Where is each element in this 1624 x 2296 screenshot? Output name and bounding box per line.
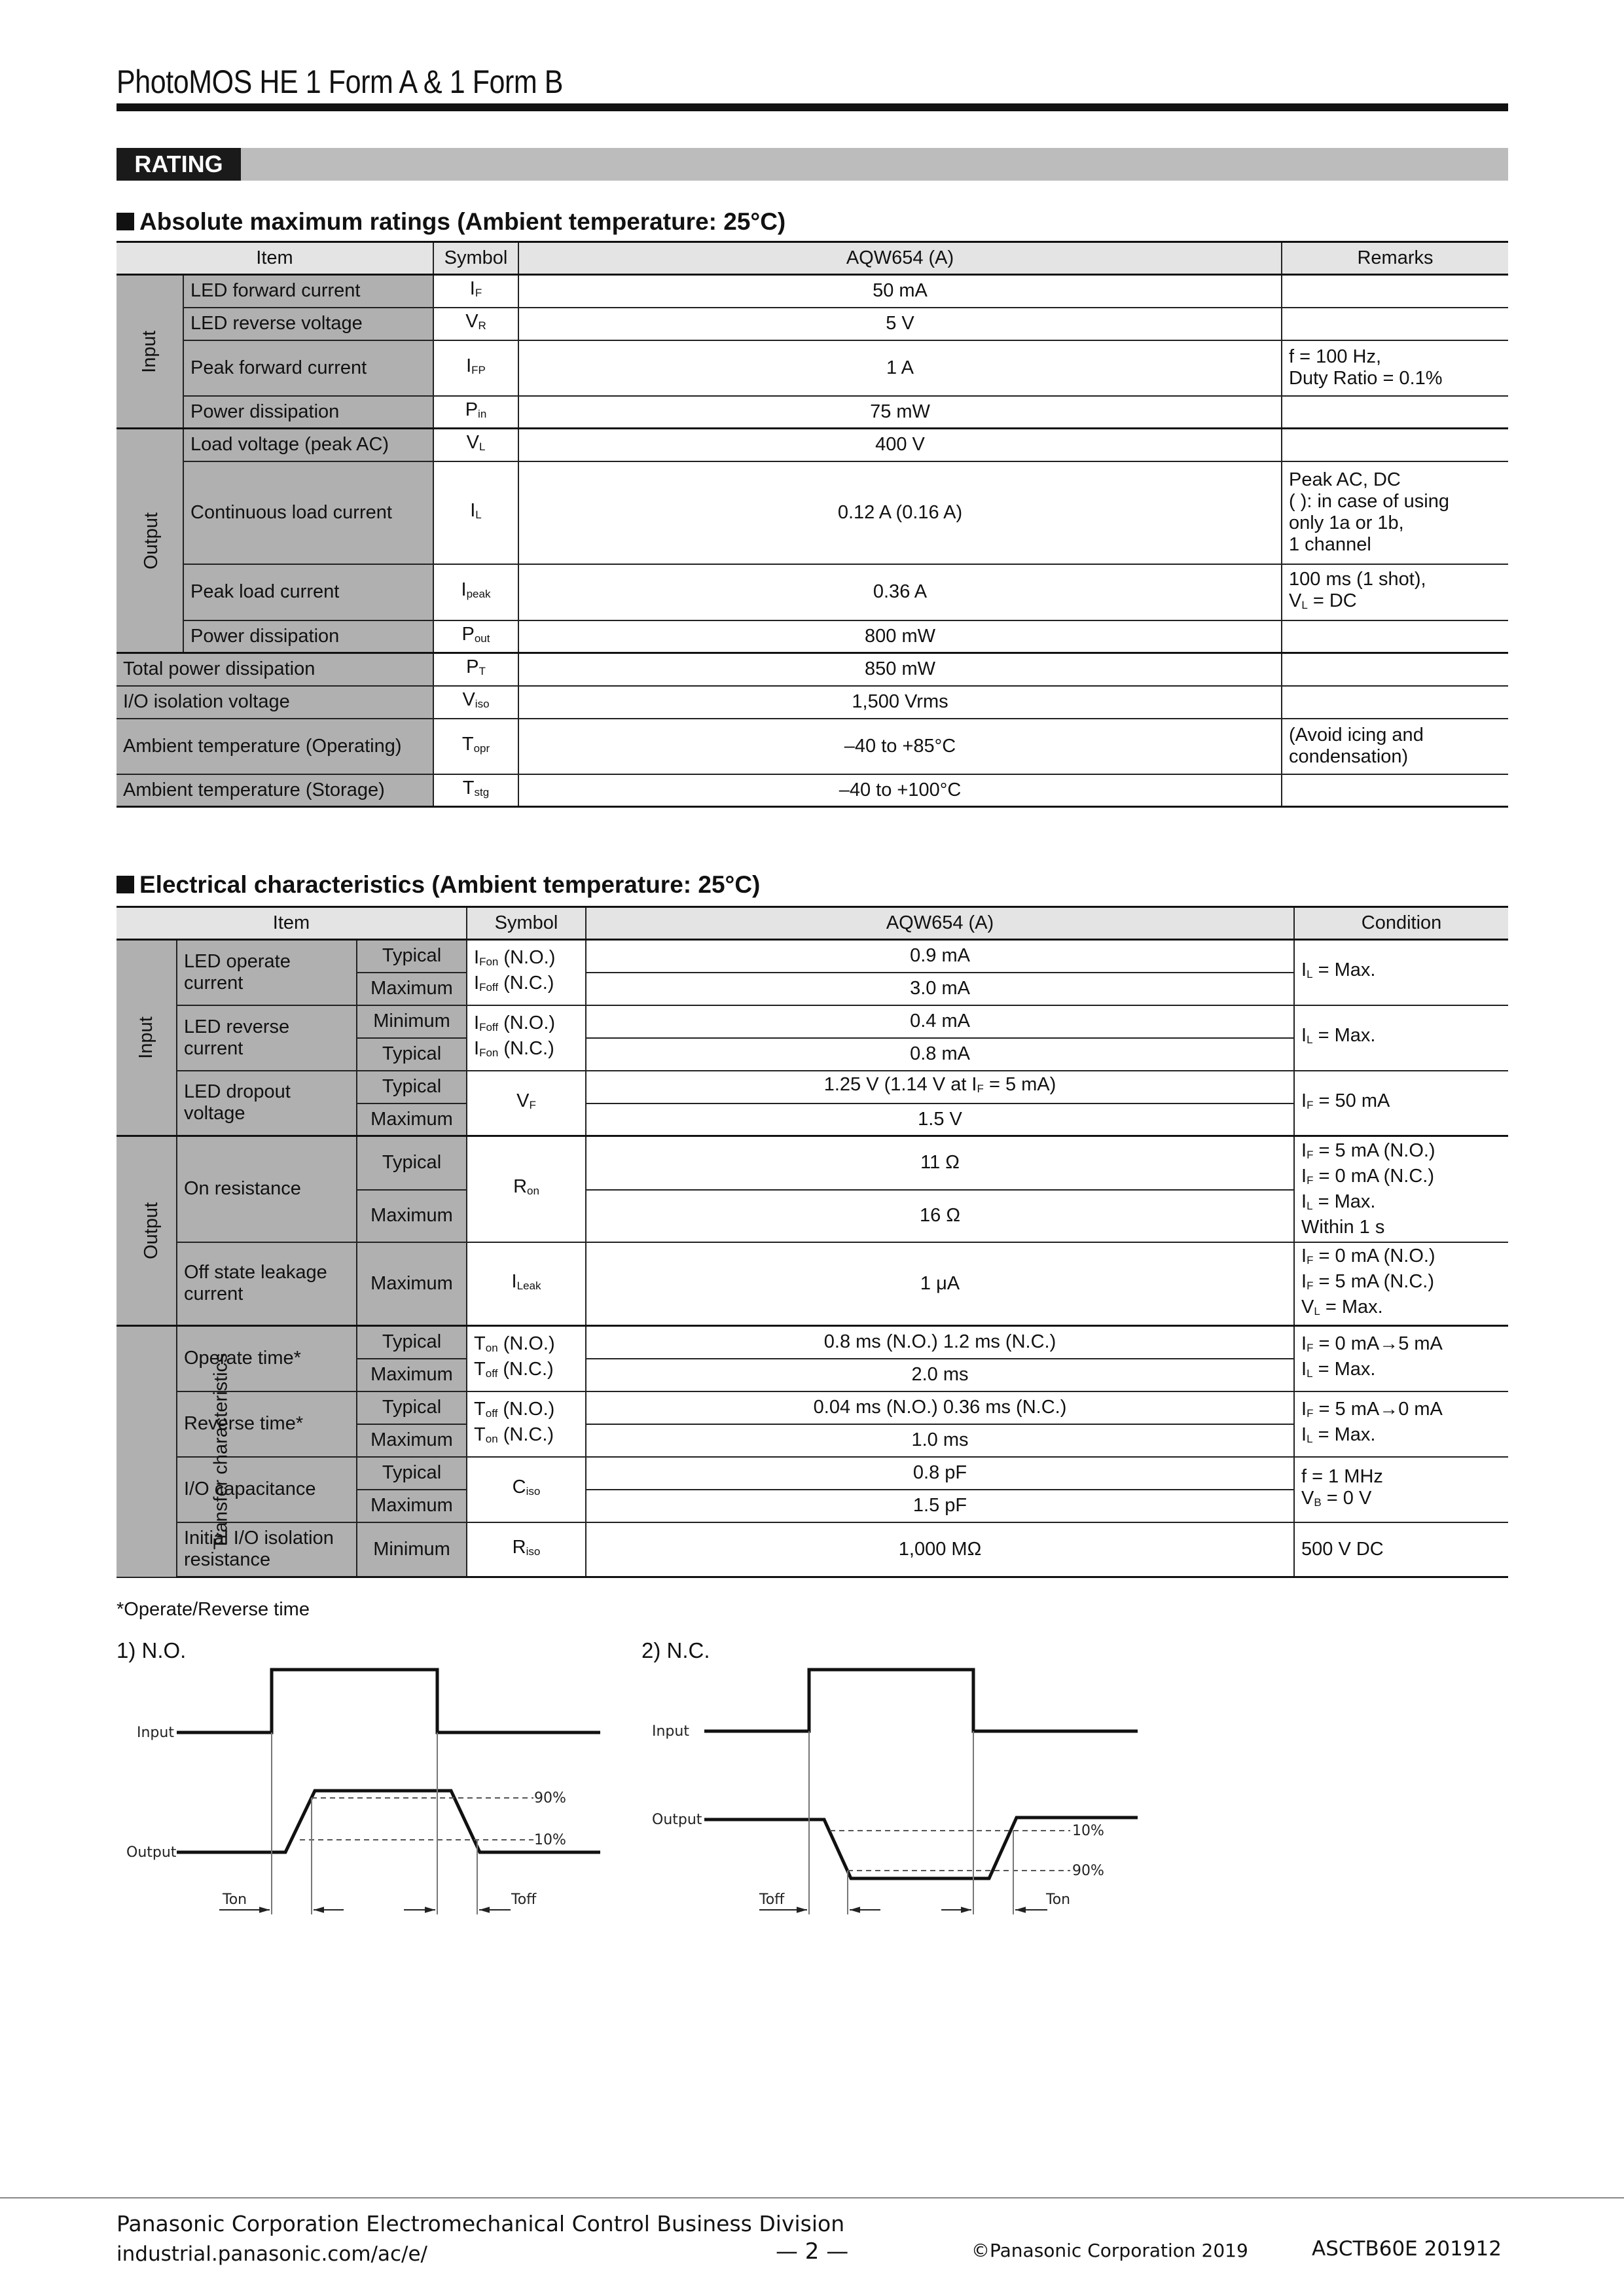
symbol-cell: $R_{on}$ [467,1136,586,1242]
grade-cell: Typical [357,1038,467,1071]
symbol-cell: $T_{opr}$ [433,719,518,774]
condition-cell: f = 1 MHz $V_B = 0$ V [1294,1457,1508,1522]
symbol-cell: $I_{peak}$ [433,564,518,620]
nc-toff-label: Toff [759,1892,785,1908]
grade-cell: Maximum [357,1490,467,1522]
no-input-label: Input [137,1725,174,1741]
value-cell: 800 mW [518,620,1282,653]
header-symbol: Symbol [433,242,518,275]
value-cell: 1,500 Vrms [518,686,1282,719]
table-row [117,1391,1508,1424]
nc-90pct-label: 90% [1072,1863,1104,1879]
group-input: Input [117,940,177,1136]
symbol-cell: $T_{stg}$ [433,774,518,807]
value-cell: 0.36 A [518,564,1282,620]
table-row [117,620,1508,653]
grade-cell: Maximum [357,1103,467,1136]
bullet-square-icon [117,213,134,230]
remarks-cell: 100 ms (1 shot), $V_L$ = DC [1282,564,1508,620]
grade-cell: Typical [357,1071,467,1103]
value-cell: 11 Ω [586,1136,1294,1190]
section-bar [117,148,1508,181]
value-cell: 0.8 pF [586,1457,1294,1490]
table-row [117,1005,1508,1038]
title-rule [117,103,1508,111]
grade-cell: Minimum [357,1005,467,1038]
value-cell: 1.25 V (1.14 V at $I_F = 5$ mA) [586,1071,1294,1103]
item-cell: LED operate current [177,940,357,1005]
grade-cell: Typical [357,1326,467,1359]
item-cell: Load voltage (peak AC) [183,429,433,461]
grade-cell: Typical [357,1457,467,1490]
item-cell: LED reverse voltage [183,308,433,340]
value-cell: 2.0 ms [586,1359,1294,1391]
group-output: Output [117,1136,177,1326]
nc-input-waveform [704,1670,1138,1731]
table-row [117,686,1508,719]
remarks-cell: Peak AC, DC ( ): in case of using only 1a or 1b, 1 channel [1282,461,1508,564]
item-cell: Continuous load current [183,461,433,564]
table-row [117,275,1508,308]
condition-cell: $I_F = 0$ mA (N.O.) $I_F = 5$ mA (N.C.) $V_L$ = Max. [1294,1242,1508,1326]
symbol-cell: $I_{Foff}$ (N.O.) $I_{Fon}$ (N.C.) [467,1005,586,1071]
table-header-row [117,907,1508,940]
table-row [117,1071,1508,1103]
condition-cell: $I_L$ = Max. [1294,1005,1508,1071]
bullet-square-icon [117,876,134,893]
symbol-cell: $C_{iso}$ [467,1457,586,1522]
remarks-cell [1282,686,1508,719]
grade-cell: Maximum [357,1424,467,1457]
symbol-cell: $V_L$ [433,429,518,461]
table-row [117,940,1508,973]
table-row [117,774,1508,807]
value-cell: 1,000 MΩ [586,1522,1294,1577]
value-cell: 75 mW [518,396,1282,429]
no-toff-label: Toff [511,1892,537,1908]
nc-input-label: Input [652,1723,689,1740]
grade-cell: Typical [357,940,467,973]
remarks-cell [1282,308,1508,340]
table-row [117,1522,1508,1577]
symbol-cell: $P_{out}$ [433,620,518,653]
item-cell: Power dissipation [183,620,433,653]
table-row [117,308,1508,340]
item-cell: Ambient temperature (Operating) [117,719,433,774]
grade-cell: Typical [357,1136,467,1190]
grade-cell: Maximum [357,1242,467,1326]
abs-max-heading [117,208,785,236]
symbol-cell: $P_T$ [433,653,518,686]
item-cell: Reverse time* [177,1391,357,1457]
symbol-cell: $V_{iso}$ [433,686,518,719]
table-row [117,653,1508,686]
header-item: Item [117,907,467,940]
symbol-cell: $I_F$ [433,275,518,308]
symbol-cell: $I_{Fon}$ (N.O.) $I_{Foff}$ (N.C.) [467,940,586,1005]
item-cell: LED dropout voltage [177,1071,357,1136]
value-cell: 0.8 mA [586,1038,1294,1071]
document-title: PhotoMOS HE 1 Form A & 1 Form B [117,63,564,100]
item-cell: Peak load current [183,564,433,620]
footer-rule [0,2197,1624,2198]
value-cell: –40 to +85°C [518,719,1282,774]
diagram-no-label: 1) N.O. [117,1638,187,1662]
header-remarks: Remarks [1282,242,1508,275]
table-row [117,1457,1508,1490]
item-cell: Ambient temperature (Storage) [117,774,433,807]
item-cell: LED reverse current [177,1005,357,1071]
symbol-cell: $T_{on}$ (N.O.) $T_{off}$ (N.C.) [467,1326,586,1391]
grade-cell: Maximum [357,973,467,1005]
header-value: AQW654 (A) [518,242,1282,275]
item-cell: LED forward current [183,275,433,308]
group-input: Input [117,275,183,429]
timing-diagrams [0,1649,1624,1924]
group-transfer: Transfer characteristics [117,1326,177,1577]
value-cell: –40 to +100°C [518,774,1282,807]
symbol-cell: $R_{iso}$ [467,1522,586,1577]
grade-cell: Typical [357,1391,467,1424]
symbol-cell: $V_R$ [433,308,518,340]
condition-cell: $I_F = 5$ mA (N.O.) $I_F = 0$ mA (N.C.) $I_L$ = Max. Within 1 s [1294,1136,1508,1242]
condition-cell: 500 V DC [1294,1522,1508,1577]
remarks-cell [1282,275,1508,308]
no-90pct-label: 90% [534,1790,566,1806]
nc-output-label: Output [652,1812,702,1828]
footer-url[interactable]: industrial.panasonic.com/ac/e/ [117,2242,427,2266]
header-value: AQW654 (A) [586,907,1294,940]
table-row [117,461,1508,564]
no-ton-label: Ton [223,1892,247,1908]
no-input-waveform [177,1670,600,1732]
table-row [117,1242,1508,1326]
footer-copyright: ©Panasonic Corporation 2019 [971,2240,1248,2261]
table-row [117,340,1508,396]
condition-cell: $I_F = 0$ mA→5 mA $I_L$ = Max. [1294,1326,1508,1391]
symbol-cell: $I_{Leak}$ [467,1242,586,1326]
elec-heading [117,871,760,899]
grade-cell: Minimum [357,1522,467,1577]
value-cell: 1.5 V [586,1103,1294,1136]
value-cell: 16 Ω [586,1190,1294,1242]
timing-footnote: *Operate/Reverse time [117,1599,310,1620]
value-cell: 3.0 mA [586,973,1294,1005]
symbol-cell: $I_{FP}$ [433,340,518,396]
remarks-cell [1282,653,1508,686]
table-row [117,396,1508,429]
nc-ton-label: Ton [1046,1892,1071,1908]
group-output: Output [117,429,183,653]
nc-diagram [652,1670,1138,1914]
table-row [117,429,1508,461]
no-diagram [126,1670,600,1914]
table-row [117,1326,1508,1359]
grade-cell: Maximum [357,1359,467,1391]
symbol-cell: $T_{off}$ (N.O.) $T_{on}$ (N.C.) [467,1391,586,1457]
diagram-nc-label: 2) N.C. [641,1638,710,1662]
item-cell: Operate time* [177,1326,357,1391]
remarks-cell: (Avoid icing and condensation) [1282,719,1508,774]
no-10pct-label: 10% [534,1832,566,1848]
footer-doc-code: ASCTB60E 201912 [1312,2237,1502,2261]
value-cell: 0.12 A (0.16 A) [518,461,1282,564]
page-number: — 2 — [776,2238,849,2265]
item-cell: On resistance [177,1136,357,1242]
remarks-cell [1282,620,1508,653]
grade-cell: Maximum [357,1190,467,1242]
table-row [117,719,1508,774]
value-cell: 0.9 mA [586,940,1294,973]
item-cell: Power dissipation [183,396,433,429]
value-cell: 1.5 pF [586,1490,1294,1522]
symbol-cell: $V_F$ [467,1071,586,1136]
abs-max-table [117,241,1508,808]
item-cell: I/O isolation voltage [117,686,433,719]
item-cell: Peak forward current [183,340,433,396]
item-cell: Total power dissipation [117,653,433,686]
condition-cell: $I_F = 50$ mA [1294,1071,1508,1136]
header-condition: Condition [1294,907,1508,940]
elec-table [117,906,1508,1578]
nc-10pct-label: 10% [1072,1823,1104,1839]
table-row [117,1136,1508,1190]
abs-max-heading-text: Absolute maximum ratings (Ambient temperature: 25°C) [139,208,786,235]
remarks-cell [1282,429,1508,461]
header-symbol: Symbol [467,907,586,940]
remarks-cell: f = 100 Hz, Duty Ratio = 0.1% [1282,340,1508,396]
value-cell: 0.04 ms (N.O.) 0.36 ms (N.C.) [586,1391,1294,1424]
symbol-cell: $I_L$ [433,461,518,564]
remarks-cell [1282,396,1508,429]
item-cell: Initial I/O isolation resistance [177,1522,357,1577]
elec-heading-text: Electrical characteristics (Ambient temperature: 25°C) [139,871,761,898]
value-cell: 1 μA [586,1242,1294,1326]
condition-cell: $I_F = 5$ mA→0 mA $I_L$ = Max. [1294,1391,1508,1457]
header-item: Item [117,242,433,275]
value-cell: 50 mA [518,275,1282,308]
remarks-cell [1282,774,1508,807]
section-label: RATING [117,148,241,181]
condition-cell: $I_L$ = Max. [1294,940,1508,1005]
item-cell: Off state leakage current [177,1242,357,1326]
no-output-label: Output [126,1844,177,1861]
item-cell: I/O capacitance [177,1457,357,1522]
value-cell: 1 A [518,340,1282,396]
value-cell: 400 V [518,429,1282,461]
value-cell: 1.0 ms [586,1424,1294,1457]
value-cell: 0.8 ms (N.O.) 1.2 ms (N.C.) [586,1326,1294,1359]
value-cell: 850 mW [518,653,1282,686]
value-cell: 0.4 mA [586,1005,1294,1038]
table-row [117,564,1508,620]
table-header-row [117,242,1508,275]
symbol-cell: $P_{in}$ [433,396,518,429]
value-cell: 5 V [518,308,1282,340]
footer-company: Panasonic Corporation Electromechanical Control Business Division [117,2211,845,2236]
